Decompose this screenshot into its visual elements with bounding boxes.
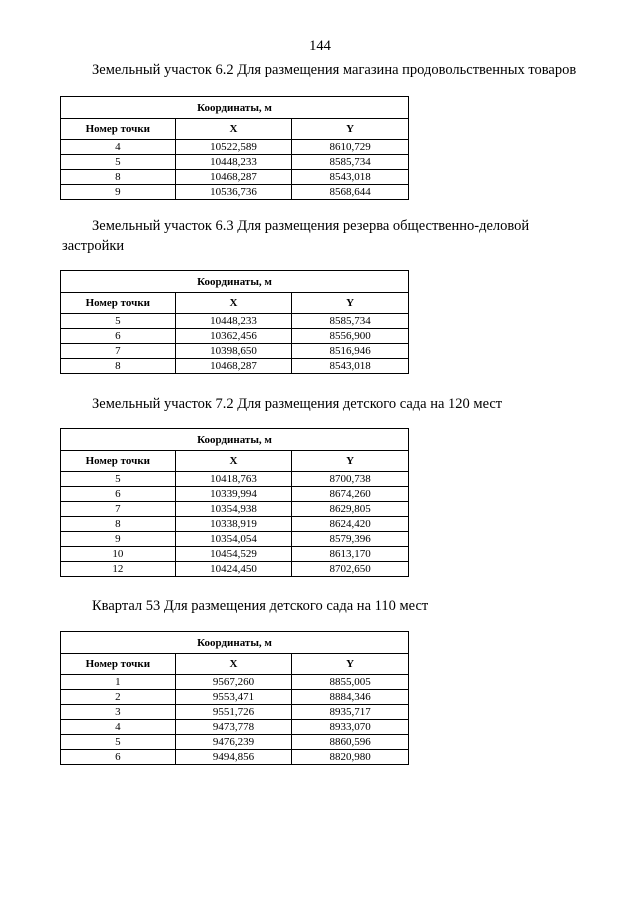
x-header: X	[175, 293, 292, 314]
table-cell: 8935,717	[292, 705, 409, 720]
table-cell: 5	[61, 314, 176, 329]
table-cell: 10522,589	[175, 140, 292, 155]
table-cell: 8610,729	[292, 140, 409, 155]
table-row	[61, 359, 409, 374]
table-cell: 3	[61, 705, 176, 720]
table-cell: 1	[61, 675, 176, 690]
section-title: Земельный участок 6.2 Для размещения магазина продовольственных товаров	[92, 62, 577, 78]
table-cell: 5	[61, 155, 176, 170]
table-cell: 8568,644	[292, 185, 409, 200]
table-cell: 10468,287	[175, 359, 292, 374]
table-cell: 10468,287	[175, 170, 292, 185]
table-cell: 10354,938	[175, 502, 292, 517]
table-cell: 10354,054	[175, 532, 292, 547]
table-row	[61, 532, 409, 547]
x-header: X	[175, 654, 292, 675]
point-number-header: Номер точки	[61, 451, 176, 472]
point-number-header: Номер точки	[61, 119, 176, 140]
table-cell: 9	[61, 185, 176, 200]
table-cell: 5	[61, 735, 176, 750]
table-cell: 10424,450	[175, 562, 292, 577]
table-cell: 8516,946	[292, 344, 409, 359]
page-number: 144	[309, 38, 331, 54]
table-row	[61, 735, 409, 750]
table-cell: 7	[61, 344, 176, 359]
table-row	[61, 472, 409, 487]
table-cell: 8674,260	[292, 487, 409, 502]
table-cell: 10339,994	[175, 487, 292, 502]
table-row	[61, 344, 409, 359]
table-cell: 12	[61, 562, 176, 577]
table-cell: 5	[61, 472, 176, 487]
table-cell: 8	[61, 170, 176, 185]
table-cell: 4	[61, 140, 176, 155]
x-header: X	[175, 119, 292, 140]
table-row	[61, 562, 409, 577]
y-header: Y	[292, 654, 409, 675]
table-row	[61, 170, 409, 185]
table-cell: 8556,900	[292, 329, 409, 344]
table-cell: 8	[61, 359, 176, 374]
point-number-header: Номер точки	[61, 293, 176, 314]
table-row	[61, 517, 409, 532]
coordinates-table	[60, 96, 409, 200]
table-cell: 8543,018	[292, 170, 409, 185]
table-cell: 10	[61, 547, 176, 562]
table-cell: 6	[61, 329, 176, 344]
section-title: Земельный участок 6.3 Для размещения резерва общественно-деловой застройки	[62, 218, 530, 254]
coordinates-header: Координаты, м	[61, 632, 409, 654]
point-number-header: Номер точки	[61, 654, 176, 675]
table-cell: 10338,919	[175, 517, 292, 532]
table-cell: 10536,736	[175, 185, 292, 200]
table-row	[61, 502, 409, 517]
coordinates-header: Координаты, м	[61, 429, 409, 451]
x-header: X	[175, 451, 292, 472]
table-cell: 8613,170	[292, 547, 409, 562]
coordinates-table	[60, 428, 409, 577]
table-cell: 10362,456	[175, 329, 292, 344]
table-cell: 8624,420	[292, 517, 409, 532]
table-cell: 8543,018	[292, 359, 409, 374]
table-cell: 8585,734	[292, 314, 409, 329]
table-cell: 9	[61, 532, 176, 547]
table-cell: 6	[61, 487, 176, 502]
table-row	[61, 690, 409, 705]
coordinates-header: Координаты, м	[61, 271, 409, 293]
table-cell: 9494,856	[175, 750, 292, 765]
table-cell: 10454,529	[175, 547, 292, 562]
y-header: Y	[292, 293, 409, 314]
table-cell: 9553,471	[175, 690, 292, 705]
table-row	[61, 675, 409, 690]
table-row	[61, 155, 409, 170]
table-row	[61, 547, 409, 562]
section-title: Квартал 53 Для размещения детского сада на 110 мест	[92, 598, 429, 614]
section-title: Земельный участок 7.2 Для размещения детского сада на 120 мест	[92, 396, 503, 412]
table-cell: 10398,650	[175, 344, 292, 359]
table-cell: 8702,650	[292, 562, 409, 577]
table-cell: 9476,239	[175, 735, 292, 750]
table-cell: 8884,346	[292, 690, 409, 705]
table-cell: 4	[61, 720, 176, 735]
table-cell: 8	[61, 517, 176, 532]
table-cell: 9567,260	[175, 675, 292, 690]
table-row	[61, 329, 409, 344]
table-cell: 9551,726	[175, 705, 292, 720]
table-cell: 10448,233	[175, 314, 292, 329]
table-cell: 8933,070	[292, 720, 409, 735]
table-row	[61, 185, 409, 200]
table-cell: 8700,738	[292, 472, 409, 487]
table-cell: 2	[61, 690, 176, 705]
y-header: Y	[292, 451, 409, 472]
coordinates-table	[60, 270, 409, 374]
y-header: Y	[292, 119, 409, 140]
table-cell: 10448,233	[175, 155, 292, 170]
table-row	[61, 140, 409, 155]
table-row	[61, 487, 409, 502]
table-cell: 10418,763	[175, 472, 292, 487]
table-row	[61, 750, 409, 765]
table-cell: 8855,005	[292, 675, 409, 690]
coordinates-table	[60, 631, 409, 765]
table-cell: 9473,778	[175, 720, 292, 735]
table-cell: 8820,980	[292, 750, 409, 765]
table-cell: 7	[61, 502, 176, 517]
table-row	[61, 314, 409, 329]
coordinates-header: Координаты, м	[61, 97, 409, 119]
table-cell: 8860,596	[292, 735, 409, 750]
table-cell: 6	[61, 750, 176, 765]
table-cell: 8585,734	[292, 155, 409, 170]
table-cell: 8629,805	[292, 502, 409, 517]
table-row	[61, 705, 409, 720]
table-cell: 8579,396	[292, 532, 409, 547]
table-row	[61, 720, 409, 735]
